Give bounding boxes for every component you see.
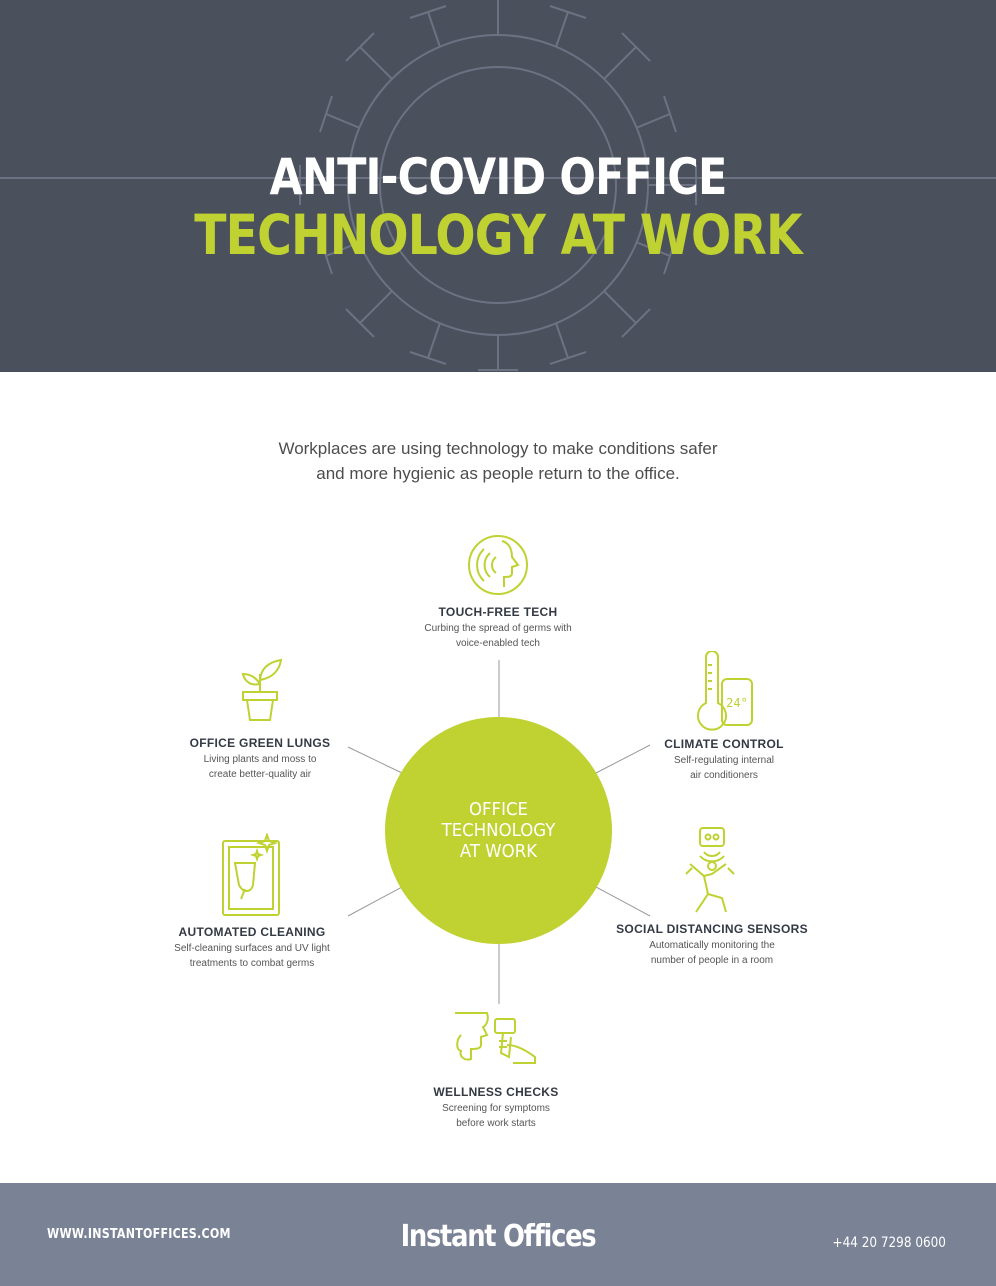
potted-plant-icon — [235, 656, 285, 722]
climate-display: 24° — [726, 696, 748, 710]
node-title: TOUCH-FREE TECH — [438, 605, 558, 619]
phone-number[interactable]: +44 20 7298 0600 — [832, 1235, 946, 1251]
node-desc-line-1: Curbing the spread of germs with — [424, 623, 572, 634]
title-line-2: TECHNOLOGY AT WORK — [194, 203, 802, 267]
intro-line-2: and more hygienic as people return to the office. — [316, 464, 680, 483]
node-desc — [594, 753, 854, 783]
footer — [0, 1183, 996, 1286]
node-desc-line-1: Automatically monitoring the — [649, 940, 775, 951]
node-title: CLIMATE CONTROL — [664, 737, 784, 751]
center-hub — [385, 717, 612, 944]
node-desc-line-1: Living plants and moss to — [203, 754, 317, 765]
thermometer-phone-icon — [686, 651, 762, 731]
node-desc-line-2: number of people in a room — [650, 955, 774, 966]
brand-logo: Instant Offices — [400, 1219, 596, 1254]
squeegee-window-icon — [217, 833, 287, 919]
hub-line-2: TECHNOLOGY — [441, 820, 556, 841]
node-desc-line-1: Self-regulating internal — [673, 755, 775, 766]
node-title: OFFICE GREEN LUNGS — [189, 736, 331, 750]
hub-line-3: AT WORK — [459, 841, 538, 862]
motion-sensor-icon — [682, 824, 742, 918]
node-automated-cleaning — [122, 833, 382, 971]
node-climate-control — [594, 651, 854, 783]
node-desc — [366, 1101, 626, 1131]
node-desc-line-2: before work starts — [456, 1118, 536, 1129]
node-wellness-checks — [366, 1009, 626, 1131]
node-title: AUTOMATED CLEANING — [178, 925, 326, 939]
node-desc — [368, 621, 628, 651]
node-social-distancing-sensors — [582, 824, 842, 968]
temperature-scan-icon — [451, 1009, 541, 1073]
node-title: SOCIAL DISTANCING SENSORS — [616, 922, 808, 936]
voice-icon — [466, 533, 530, 597]
node-desc-line-1: Self-cleaning surfaces and UV light — [174, 943, 330, 954]
node-title: WELLNESS CHECKS — [433, 1085, 559, 1099]
node-desc-line-1: Screening for symptoms — [442, 1103, 550, 1114]
node-office-green-lungs — [130, 656, 390, 782]
node-desc — [582, 938, 842, 968]
node-desc-line-2: treatments to combat germs — [189, 958, 315, 969]
website-link[interactable]: WWW.INSTANTOFFICES.COM — [47, 1227, 231, 1242]
title-line-1: ANTI-COVID OFFICE — [269, 148, 727, 206]
node-desc — [122, 941, 382, 971]
node-desc-line-2: create better-quality air — [208, 769, 312, 780]
node-desc — [130, 752, 390, 782]
node-desc-line-2: voice-enabled tech — [456, 638, 540, 649]
node-desc-line-2: air conditioners — [690, 770, 758, 781]
hub-line-1: OFFICE — [469, 799, 528, 820]
intro-line-1: Workplaces are using technology to make conditions safer — [278, 439, 718, 458]
node-touch-free-tech — [368, 533, 628, 651]
